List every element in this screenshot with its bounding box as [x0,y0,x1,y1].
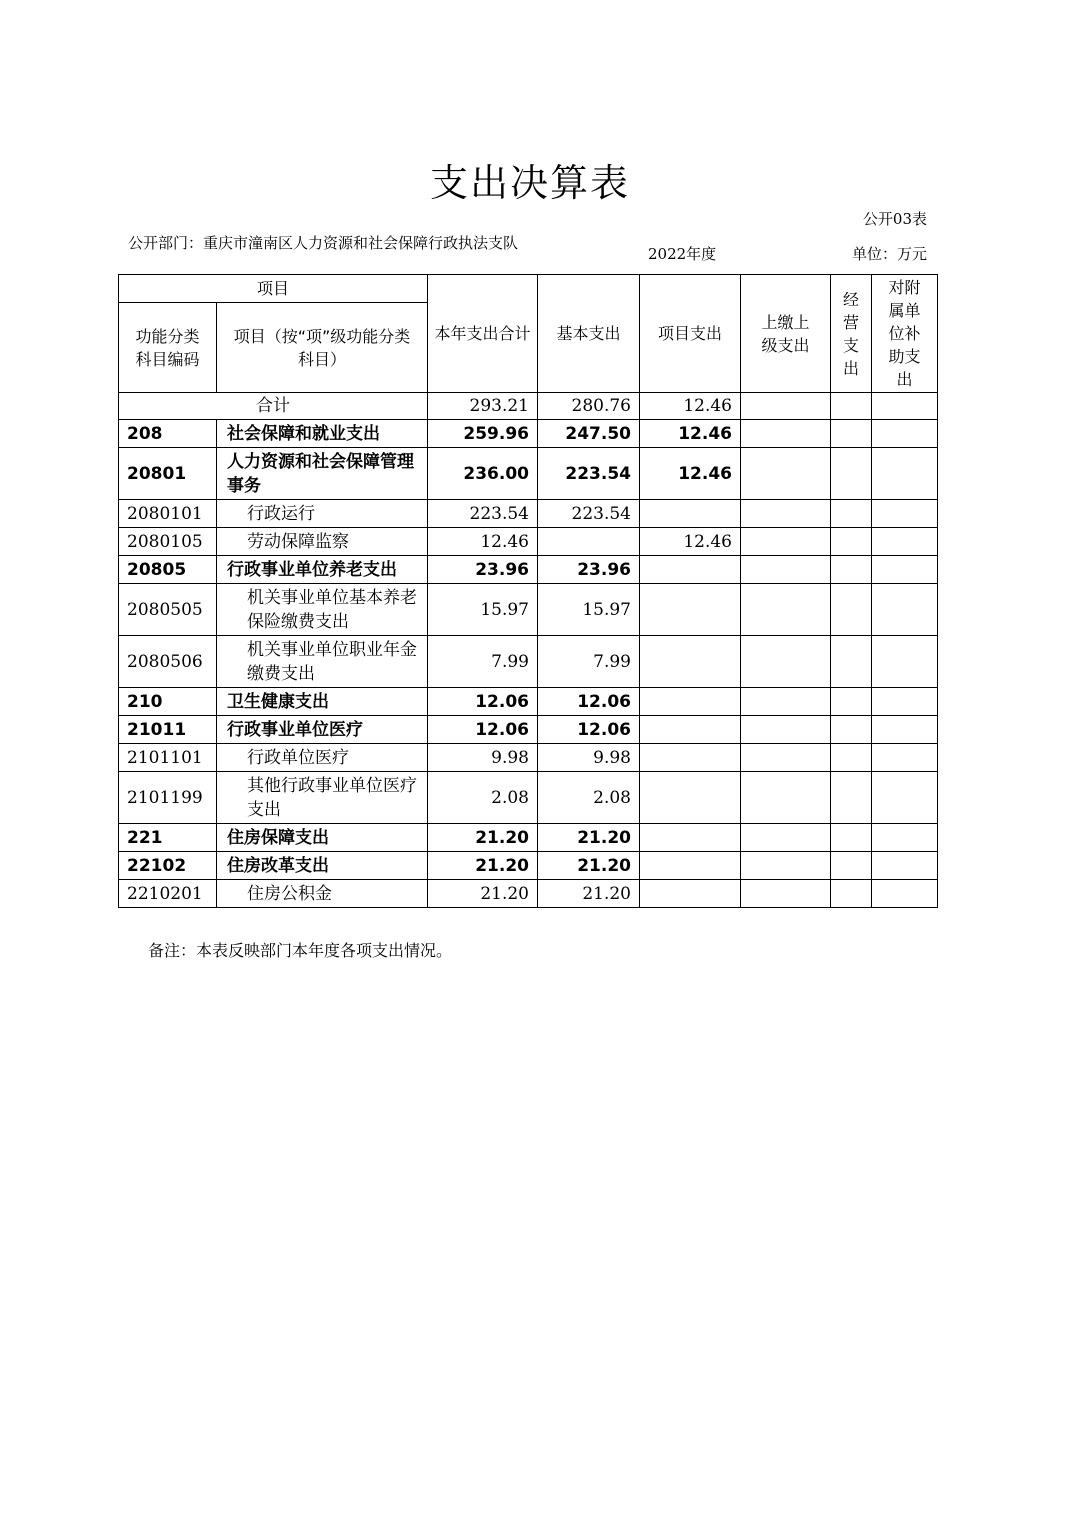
row-basic: 15.97 [538,584,640,636]
row-name: 住房改革支出 [217,852,428,880]
row-code: 2080101 [119,500,217,528]
row-total: 12.46 [428,528,538,556]
total-row-basic: 280.76 [538,393,640,420]
row-code: 208 [119,420,217,448]
row-empty-cell [831,744,872,772]
row-project: 12.46 [640,528,741,556]
row-empty-cell [872,528,938,556]
footnote: 备注：本表反映部门本年度各项支出情况。 [148,941,453,960]
row-project [640,880,741,908]
table-row [119,584,938,636]
table-number: 公开03表 [862,210,927,228]
row-empty-cell [872,448,938,500]
row-empty-cell [831,880,872,908]
row-code: 2101101 [119,744,217,772]
total-row-total: 293.21 [428,393,538,420]
row-name: 行政事业单位养老支出 [217,556,428,584]
header-name: 项目（按“项”级功能分类科目） [217,303,428,393]
row-basic: 21.20 [538,880,640,908]
row-empty-cell [741,584,831,636]
row-project: 12.46 [640,448,741,500]
row-empty-cell [831,716,872,744]
row-empty-cell [831,584,872,636]
header-upper: 上缴上级支出 [741,275,831,393]
row-empty-cell [872,824,938,852]
row-empty-cell [872,636,938,688]
row-code: 221 [119,824,217,852]
header-item: 项目 [119,275,428,303]
row-total: 21.20 [428,880,538,908]
row-empty-cell [741,448,831,500]
table-row [119,744,938,772]
row-project [640,716,741,744]
row-empty-cell [741,528,831,556]
row-empty-cell [831,688,872,716]
row-basic: 7.99 [538,636,640,688]
row-empty-cell [872,744,938,772]
table-row [119,448,938,500]
row-name: 社会保障和就业支出 [217,420,428,448]
row-project [640,500,741,528]
row-project [640,584,741,636]
row-basic: 21.20 [538,852,640,880]
row-code: 20805 [119,556,217,584]
row-basic: 23.96 [538,556,640,584]
row-name: 劳动保障监察 [217,528,428,556]
row-name: 行政运行 [217,500,428,528]
row-empty-cell [872,852,938,880]
row-name: 行政单位医疗 [217,744,428,772]
row-basic: 223.54 [538,500,640,528]
row-total: 236.00 [428,448,538,500]
row-code: 2101199 [119,772,217,824]
row-project [640,772,741,824]
row-total: 223.54 [428,500,538,528]
page-title: 支出决算表 [429,161,630,205]
row-name: 行政事业单位医疗 [217,716,428,744]
row-empty-cell [831,636,872,688]
row-total: 21.20 [428,852,538,880]
row-code: 2210201 [119,880,217,908]
row-empty-cell [831,500,872,528]
table-row [119,636,938,688]
row-empty-cell [741,744,831,772]
row-total: 23.96 [428,556,538,584]
row-name: 机关事业单位基本养老保险缴费支出 [217,584,428,636]
row-total: 7.99 [428,636,538,688]
row-name: 其他行政事业单位医疗支出 [217,772,428,824]
row-empty-cell [741,636,831,688]
row-project [640,852,741,880]
row-empty-cell [741,852,831,880]
table-row [119,688,938,716]
row-basic: 12.06 [538,716,640,744]
row-empty-cell [741,772,831,824]
row-code: 2080506 [119,636,217,688]
row-project [640,636,741,688]
total-row-project: 12.46 [640,393,741,420]
row-total: 12.06 [428,716,538,744]
year-label: 2022年度 [648,245,717,263]
row-empty-cell [831,556,872,584]
row-empty-cell [872,772,938,824]
row-name: 卫生健康支出 [217,688,428,716]
row-total: 15.97 [428,584,538,636]
row-basic: 2.08 [538,772,640,824]
unit-label: 单位：万元 [851,245,927,263]
row-basic: 21.20 [538,824,640,852]
row-empty-cell [872,880,938,908]
header-business: 经营支出 [831,275,872,393]
header-code: 功能分类科目编码 [119,303,217,393]
row-project: 12.46 [640,420,741,448]
row-empty-cell [872,420,938,448]
row-basic: 12.06 [538,688,640,716]
table-row [119,420,938,448]
row-empty-cell [831,824,872,852]
row-basic: 9.98 [538,744,640,772]
row-code: 20801 [119,448,217,500]
row-project [640,824,741,852]
row-total: 12.06 [428,688,538,716]
row-total: 9.98 [428,744,538,772]
row-empty-cell [831,448,872,500]
table-row [119,500,938,528]
row-empty-cell [872,584,938,636]
table-row [119,880,938,908]
header-basic: 基本支出 [538,275,640,393]
row-empty-cell [872,556,938,584]
table-row [119,556,938,584]
row-total: 2.08 [428,772,538,824]
header-total: 本年支出合计 [428,275,538,393]
row-empty-cell [831,852,872,880]
row-code: 2080105 [119,528,217,556]
table-row [119,852,938,880]
row-empty-cell [741,716,831,744]
row-project [640,556,741,584]
row-empty-cell [872,500,938,528]
row-code: 21011 [119,716,217,744]
expenditure-table [118,274,938,908]
row-empty-cell [741,824,831,852]
row-basic: 223.54 [538,448,640,500]
row-code: 22102 [119,852,217,880]
department-label: 公开部门：重庆市潼南区人力资源和社会保障行政执法支队 [128,234,519,252]
table-row [119,772,938,824]
row-empty-cell [872,688,938,716]
row-empty-cell [741,556,831,584]
header-project: 项目支出 [640,275,741,393]
row-total: 259.96 [428,420,538,448]
row-empty-cell [741,880,831,908]
row-basic [538,528,640,556]
row-empty-cell [831,420,872,448]
row-project [640,688,741,716]
total-row-label: 合计 [119,393,428,420]
row-empty-cell [831,772,872,824]
table-row [119,824,938,852]
row-code: 210 [119,688,217,716]
table-row [119,528,938,556]
row-name: 住房保障支出 [217,824,428,852]
row-name: 机关事业单位职业年金缴费支出 [217,636,428,688]
row-empty-cell [831,528,872,556]
header-subsidy: 对附属单位补助支出 [872,275,938,393]
row-total: 21.20 [428,824,538,852]
row-empty-cell [741,688,831,716]
row-name: 人力资源和社会保障管理事务 [217,448,428,500]
row-empty-cell [872,716,938,744]
table-row [119,716,938,744]
row-basic: 247.50 [538,420,640,448]
row-empty-cell [741,420,831,448]
row-name: 住房公积金 [217,880,428,908]
row-empty-cell [741,500,831,528]
row-project [640,744,741,772]
row-code: 2080505 [119,584,217,636]
